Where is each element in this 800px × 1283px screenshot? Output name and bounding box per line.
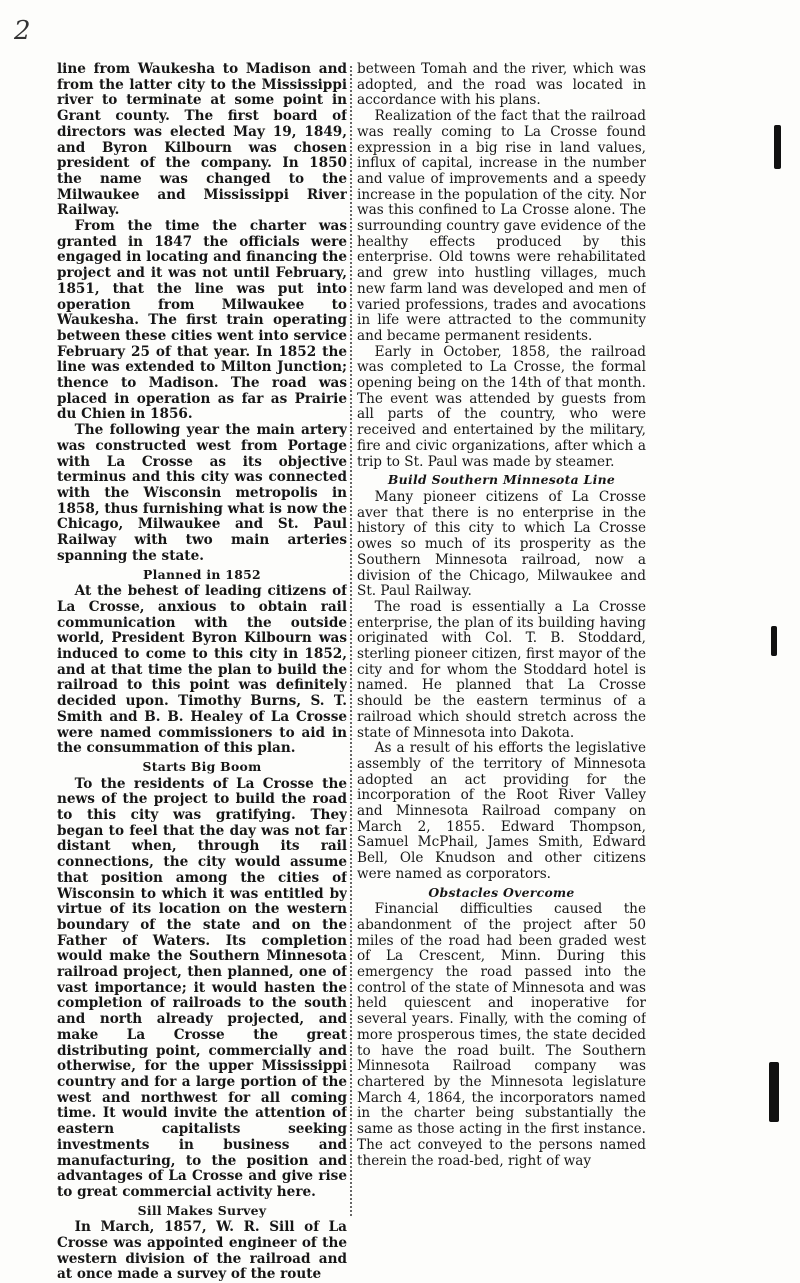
left-paragraph: In March, 1857, W. R. Sill of La Crosse was appointed engineer of the western division of the railroad and at once made a survey of the route (57, 1219, 347, 1283)
scan-mark (774, 125, 781, 169)
heading-starts-big-boom: Starts Big Boom (142, 758, 262, 774)
heading-planned-in-1852: Planned in 1852 (143, 566, 261, 582)
heading-build-southern-minnesota-line: Build Southern Minnesota Line (387, 472, 616, 488)
scan-mark (769, 1062, 779, 1122)
right-column (357, 62, 646, 1169)
left-paragraph: The following year the main artery was constructed west from Portage with La Crosse as its objective terminus and this city was connected with the Wisconsin metropolis in 1858, thus furnishing what is now the Chicago, Milwaukee and St. Paul Railway with two main arteries spanning the state. (57, 422, 347, 564)
page-number: 2 (14, 16, 31, 46)
right-paragraph: Realization of the fact that the railroad was really coming to La Crosse found expression in a big rise in land values, influx of capital, increase in the number and value of improvements and a speedy increase in the population of the city. Nor was this confined to La Crosse alone. The surrounding country gave evidence of the healthy effects produced by this enterprise. Old towns were rehabilitated and grew into hustling villages, much new farm land was developed and men of varied professions, trades and avocations in life were attracted to the community and became permanent residents. (357, 108, 646, 344)
right-paragraph: The road is essentially a La Crosse enterprise, the plan of its building having originated with Col. T. B. Stoddard, sterling pioneer citizen, first mayor of the city and for whom the Stoddard hotel is named. He planned that La Crosse should be the eastern terminus of a railroad which should stretch across the state of Minnesota into Dakota. (357, 598, 646, 741)
scan-mark (771, 626, 777, 656)
column-divider (350, 66, 353, 1216)
right-paragraph: Early in October, 1858, the railroad was completed to La Crosse, the formal opening being on the 14th of that month. The event was attended by guests from all parts of the country, who were received and entertained by the military, fire and civic organizations, after which a trip to St. Paul was made by steamer. (357, 343, 646, 470)
heading-obstacles-overcome: Obstacles Overcome (428, 884, 575, 900)
left-paragraph: At the behest of leading citizens of La Crosse, anxious to obtain rail communication with the outside world, President Byron Kilbourn was induced to come to this city in 1852, and at that time the plan to build the railroad to this point was definitely decided upon. Timothy Burns, S. T. Smith and B. B. Healey of La Crosse were named commissioners to aid in the consummation of this plan. (57, 583, 347, 757)
right-paragraph: Financial difficulties caused the abandonment of the project after 50 miles of the road had been graded west of La Crescent, Minn. During this emergency the road passed into the control of the state of Minnesota and was held quiescent and inoperative for several years. Finally, with the coming of more prosperous times, the state decided to have the road built. The Southern Minnesota Railroad company was chartered by the Minnesota legislature March 4, 1864, the incorporators named in the charter being substantially the same as those acting in the first instance. The act conveyed to the persons named therein the road-bed, right of way (357, 901, 646, 1169)
left-paragraph: From the time the charter was granted in 1847 the officials were engaged in locating and financing the project and it was not until February, 1851, that the line was put into operation from Milwaukee to Waukesha. The first train operating between these cities went into service February 25 of that year. In 1852 the line was extended to Milton Junction; thence to Madison. The road was placed in operation as far as Prairie du Chien in 1856. (57, 218, 347, 423)
left-paragraph: To the residents of La Crosse the news of the project to build the road to this city was gratifying. They began to feel that the day was not far distant when, through its rail connections, the city would assume that position among the cities of Wisconsin to which it was entitled by virtue of its location on the western boundary of the state and on the Father of Waters. Its completion would make the Southern Minnesota railroad project, then planned, one of vast importance; it would hasten the completion of railroads to the south and north already projected, and make La Crosse the great distributing point, commercially and otherwise, for the upper Mississippi country and for a large portion of the west and northwest for all coming time. It would invite the attention of eastern capitalists seeking investments in business and manufacturing, to the position and advantages of La Crosse and give rise to great commercial activity here. (57, 775, 347, 1200)
right-paragraph: Many pioneer citizens of La Crosse aver that there is no enterprise in the history of this city to which La Crosse owes so much of its prosperity as the Southern Minnesota railroad, now a division of the Chicago, Milwaukee and St. Paul Railway. (357, 488, 646, 600)
right-paragraph: between Tomah and the river, which was adopted, and the road was located in accordance with his plans. (357, 62, 646, 109)
heading-sill-makes-survey: Sill Makes Survey (137, 1202, 267, 1218)
left-paragraph: line from Waukesha to Madison and from the latter city to the Mississippi river to terminate at some point in Grant county. The first board of directors was elected May 19, 1849, and Byron Kilbourn was chosen president of the company. In 1850 the name was changed to the Milwaukee and Mississippi River Railway. (57, 62, 347, 219)
right-paragraph: As a result of his efforts the legislative assembly of the territory of Minnesota adopted an act providing for the incorporation of the Root River Valley and Minnesota Railroad company on March 2, 1855. Edward Thompson, Samuel McPhail, James Smith, Edward Bell, Ole Knudson and other citizens were named as corporators. (357, 740, 646, 882)
left-column (57, 62, 347, 1283)
